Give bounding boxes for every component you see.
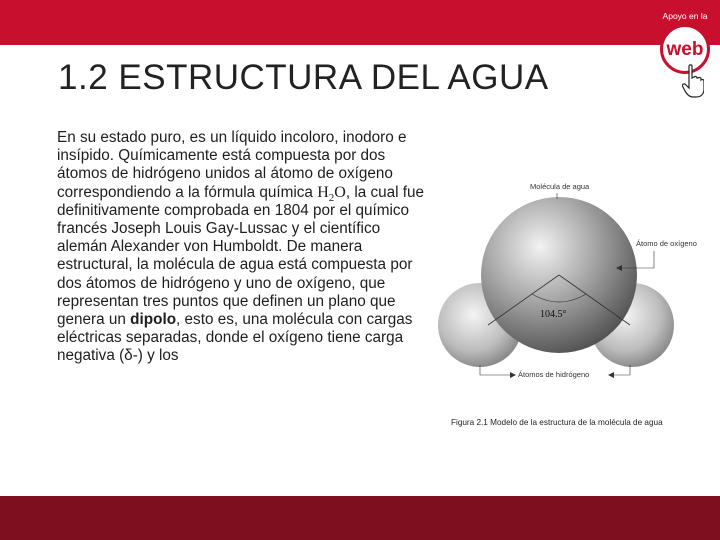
pointing-hand-icon: [682, 64, 704, 98]
formula-o: O: [334, 183, 346, 201]
body-text-part-3: , esto es, una molécula con cargas eléctricas separadas, donde el oxígeno tiene carga negativa (δ-) y los: [57, 311, 413, 365]
hydrogen-arrowhead-right: [608, 372, 614, 378]
slide-title: 1.2 ESTRUCTURA DEL AGUA: [58, 58, 549, 97]
bottom-banner: [0, 496, 720, 540]
apoyo-web-logo[interactable]: [652, 8, 718, 100]
bond-angle-label: 104.5°: [540, 309, 567, 320]
formula-h: H: [317, 183, 329, 201]
figure-caption: Figura 2.1 Modelo de la estructura de la molécula de agua: [451, 418, 663, 427]
chemical-formula: [317, 183, 346, 204]
oxygen-label: Átomo de oxígeno: [636, 239, 697, 248]
body-paragraph: [57, 129, 429, 366]
logo-caption: Apoyo en la: [662, 11, 708, 21]
logo-word: web: [666, 39, 704, 60]
body-text-part-2: , la cual fue definitivamente comprobada en 1804 por el químico francés Joseph Louis Gay-Lussac y el científico alemán Alexander von Humboldt. De manera estructural, la molécula de agua está compuesta por dos átomos de hidrógeno y uno de oxígeno, que representan tres puntos que definen un plano que genera un: [57, 183, 425, 329]
body-text-part-1: En su estado puro, es un líquido incoloro, inodoro e insípido. Químicamente está compuesta por dos átomos de hidrógeno unidos al átomo de oxígeno correspondiendo a la fórmula química: [57, 129, 407, 201]
top-banner: [0, 0, 720, 45]
hydrogen-arrowhead-left: [510, 372, 516, 378]
hydrogen-label: Átomos de hidrógeno: [518, 370, 590, 379]
molecule-label: Molécula de agua: [530, 182, 590, 191]
formula-subscript: 2: [328, 191, 335, 204]
water-molecule-figure: [432, 175, 712, 390]
dipolo-term: dipolo: [130, 311, 177, 329]
